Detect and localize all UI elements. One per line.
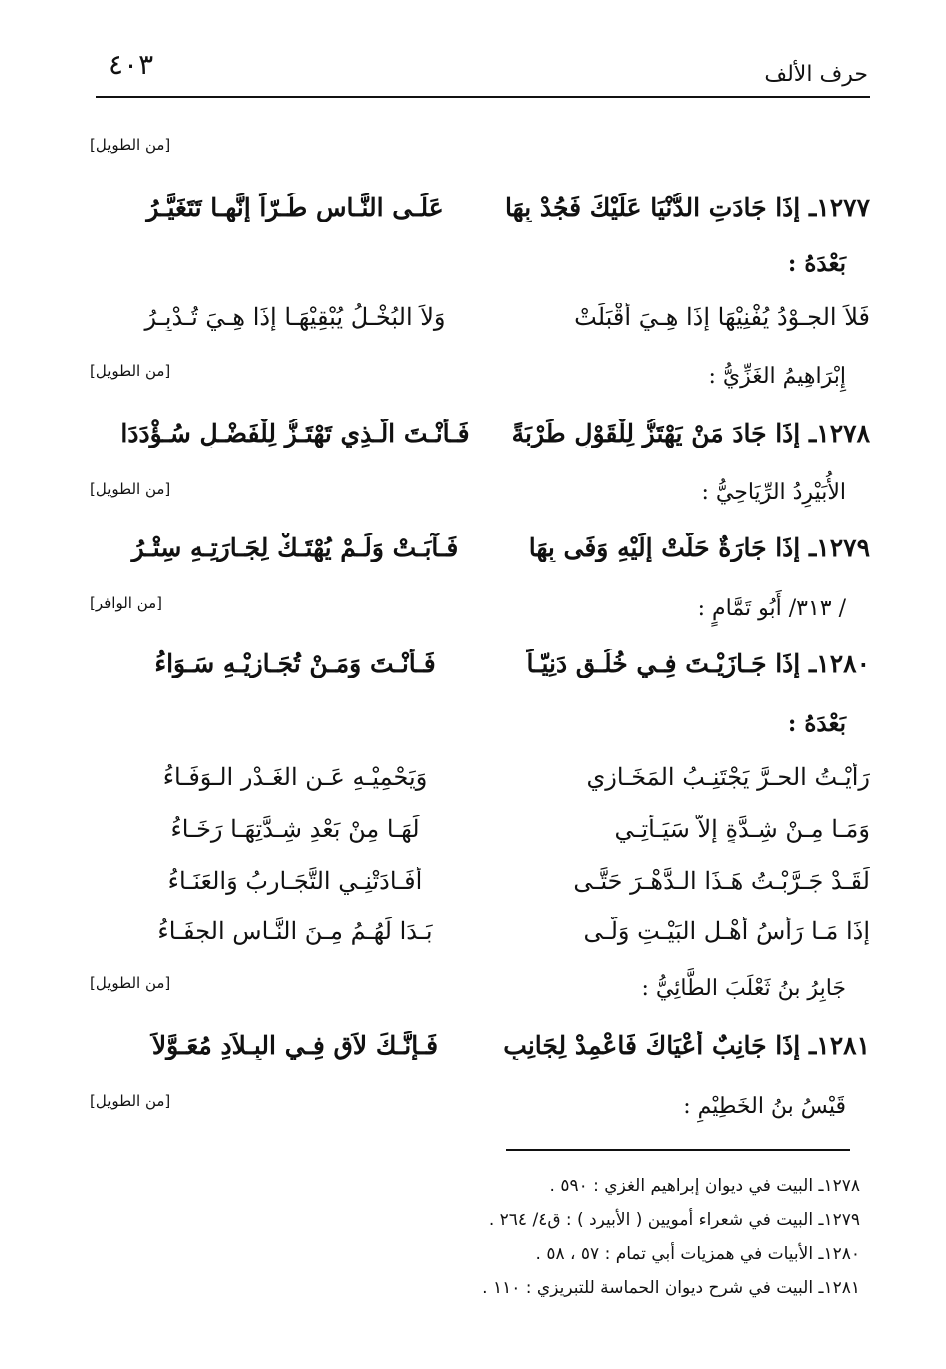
verse-first-hemistich: رَأَيْـتُ الحـرَّ يَجْتَنِـبُ المَخَـازِي (586, 763, 870, 791)
verse-second-hemistich: لَهَـا مِنْ بَعْدِ شِـدَّتِهَـا رَخَـاءُ (170, 815, 420, 843)
meter-label: [من الطويل] (90, 480, 171, 498)
meter-label: [من الطويل] (90, 974, 171, 992)
verse-second-hemistich: أَفَـادَتْنِـي التَّجَـارِبُ وَالعَنَـاءُ (167, 867, 423, 895)
verse-1277 (96, 182, 870, 232)
chapter-title: حرف الألف (764, 62, 868, 87)
verse-first-hemistich: ١٢٧٧ـ إِذَا جَادَتِ الدُّنْيَا عَلَيْكَ فَجُدْ بِهَا (505, 192, 870, 222)
verse-second-hemistich: فَـأَنْـتَ وَمَـنْ تُجَـازِيْـهِ سَـوَاءُ (154, 648, 436, 678)
verse-1280b (96, 752, 870, 802)
after-label: بَعْدَهُ : (787, 710, 846, 737)
verse-second-hemistich: وَلاَ البُخْـلُ يُبْقِيْهَـا إِذَا هِـيَ تُـدْبِـرُ (144, 303, 446, 331)
verse-1280c (96, 804, 870, 854)
footnote-divider (506, 1149, 850, 1151)
meter-label: [من الطويل] (90, 362, 171, 380)
after-label: بَعْدَهُ : (787, 250, 846, 277)
verse-first-hemistich: لَقَـدْ جَـرَّبْـتُ هَـذَا الـدَّهْـرَ حَتَّـى (573, 867, 870, 895)
verse-second-hemistich: فَـأَنْـتَ الَّـذِي تَهْتَـزُّ لِلْفَضْـلِ سُـؤْدَدَا (120, 418, 470, 448)
poet-name: جَابِرُ بنُ ثَعْلَبَ الطَّائِيُّ : (641, 976, 846, 1001)
verse-second-hemistich: فَـآبَـتْ وَلَـمْ يُهْتَـكْ لِجَـارَتِـهِ سِتْـرُ (131, 532, 459, 562)
verse-1278 (96, 408, 870, 458)
footnote: ١٢٨١ـ البيت في شرح ديوان الحماسة للتبريزي : ١١٠ . (482, 1278, 860, 1298)
verse-first-hemistich: ١٢٧٩ـ إِذَا جَارَةٌ حَلَّتْ إِلَيْهِ وَفَى بِهَا (528, 532, 870, 562)
verse-first-hemistich: إِذَا مَـا رَأْسُ أَهْـلِ البَيْـتِ وَلَّـى (583, 917, 870, 945)
meter-label: [من الطويل] (90, 1092, 171, 1110)
verse-first-hemistich: وَمَـا مِـنْ شِـدَّةٍ إِلاَّ سَيَـأْتِـي (614, 815, 870, 843)
verse-first-hemistich: ١٢٧٨ـ إِذَا جَادَ مَنْ يَهْتَزُّ لِلْقَوْلِ طَرْبَةً (511, 418, 870, 448)
header-divider (96, 96, 870, 98)
verse-first-hemistich: فَلاَ الجـوْدُ يُفْنِيْهَا إِذَا هِـيَ أَقْبَلَتْ (574, 303, 870, 331)
verse-second-hemistich: بَـدَا لَهُـمُ مِـنَ النَّـاسِ الجفَـاءُ (157, 917, 433, 945)
verse-1279 (96, 522, 870, 572)
verse-1281 (96, 1020, 870, 1070)
verse-1277b (96, 292, 870, 342)
footnote: ١٢٨٠ـ الأبيات في همزيات أبي تمام : ٥٧ ، ٥٨ . (535, 1244, 860, 1264)
footnote: ١٢٧٨ـ البيت في ديوان إبراهيم الغزي : ٥٩٠ . (549, 1176, 860, 1196)
verse-second-hemistich: عَلَـى النَّـاسِ طُـرّاً إِنَّهـا تَتَغَيَّـرُ (146, 192, 444, 222)
poet-name: قَيْسُ بنُ الخَطِيْمِ : (683, 1094, 846, 1119)
meter-label: [من الوافر] (90, 594, 163, 612)
verse-1280d (96, 856, 870, 906)
verse-second-hemistich: وَيَحْمِيْـهِ عَـنِ الغَـدْرِ الـوَفَـاءُ (162, 763, 428, 791)
poet-name: الأُبَيْرِدُ الرِّيَاحِيُّ : (701, 480, 846, 505)
verse-1280e (96, 906, 870, 956)
meter-label: [من الطويل] (90, 136, 171, 154)
verse-first-hemistich: ١٢٨٠ـ إِذَا جَـازَيْـتَ فِـي خُلُـقٍ دَنِيّـاً (526, 648, 870, 678)
footnote: ١٢٧٩ـ البيت في شعراء أمويين ( الأبيرد ) : ق٤/ ٢٦٤ . (488, 1210, 860, 1230)
verse-1280 (96, 638, 870, 688)
poet-name: / ٣١٣/ أَبُو تَمَّامٍ : (697, 596, 846, 621)
page-number: ٤٠٣ (108, 48, 154, 81)
verse-second-hemistich: فَـإِنَّـكَ لاَقٍ فِـي البِـلاَدِ مُعَـوَّلاَ (151, 1030, 439, 1060)
poet-name: إِبْرَاهِيمُ الغَزِّيُّ : (708, 364, 846, 389)
verse-first-hemistich: ١٢٨١ـ إِذَا جَانِبٌ أَعْيَاكَ فَاعْمِدْ لِجَانِبٍ (503, 1030, 870, 1060)
